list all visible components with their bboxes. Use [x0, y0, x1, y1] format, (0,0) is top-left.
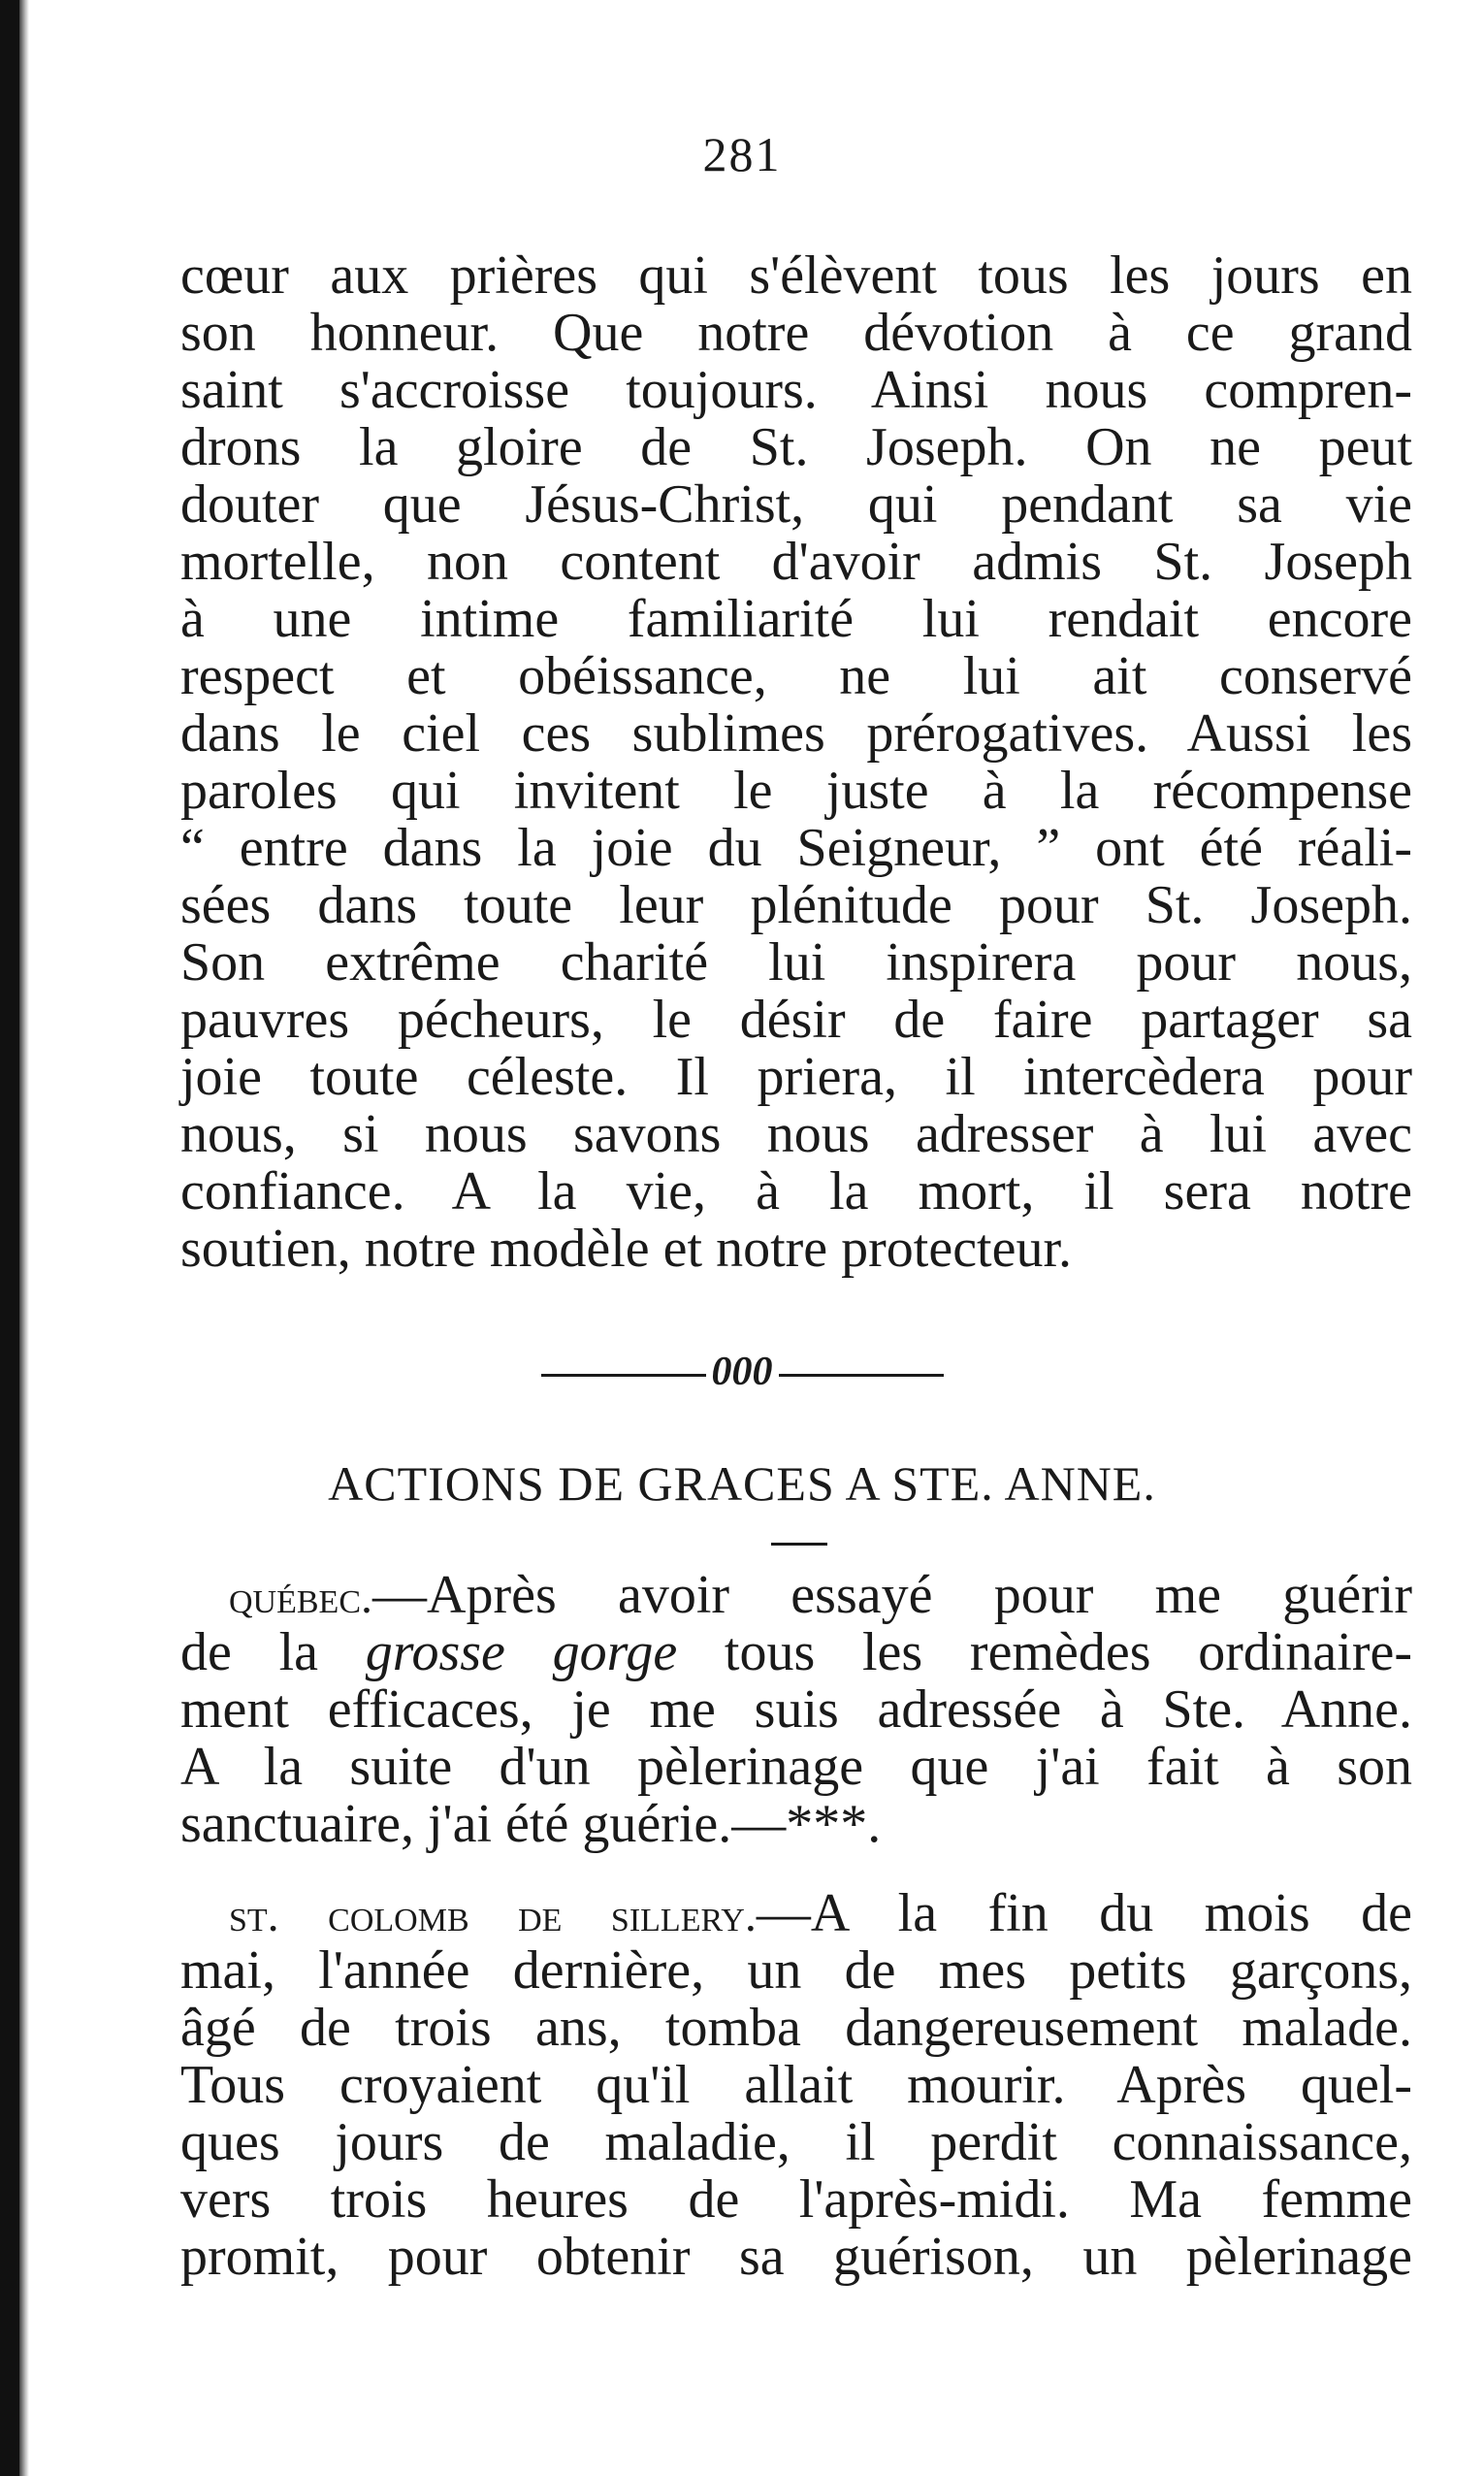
- text-line: “ entre dans la joie du Seigneur, ” ont été réali-: [180, 818, 1412, 878]
- text-line: paroles qui invitent le juste à la récompense: [180, 761, 1412, 821]
- place-name: québec.: [229, 1572, 372, 1623]
- entry-quebec: [180, 1567, 1412, 1853]
- section-separator: [0, 1349, 1484, 1395]
- text-line: joie toute céleste. Il priera, il intercèdera pour: [180, 1047, 1412, 1107]
- text-line: promit, pour obtenir sa guérison, un pèlerinage: [180, 2227, 1412, 2287]
- text-line: respect et obéissance, ne lui ait conservé: [180, 646, 1412, 706]
- text-line: à une intime familiarité lui rendait encore: [180, 589, 1412, 649]
- text-line: cœur aux prières qui s'élèvent tous les jours en: [180, 245, 1412, 306]
- text-line: âgé de trois ans, tomba dangereusement malade.: [180, 1998, 1412, 2058]
- heading-underline: [771, 1543, 827, 1546]
- text-line: vers trois heures de l'après-midi. Ma femme: [180, 2169, 1412, 2230]
- text-line: Son extrême charité lui inspirera pour nous,: [180, 932, 1412, 993]
- entry-text: de la: [180, 1622, 366, 1682]
- text-line: [180, 1567, 1412, 1624]
- entry-st-colomb: [180, 1885, 1412, 2286]
- text-line: mortelle, non content d'avoir admis St. Joseph: [180, 532, 1412, 592]
- text-line: [180, 1624, 1412, 1681]
- separator-rule-left: [541, 1374, 706, 1377]
- text-line: Tous croyaient qu'il allait mourir. Après quel-: [180, 2055, 1412, 2115]
- text-line: soutien, notre modèle et notre protecteur.: [180, 1219, 1073, 1279]
- entry-text: —A la fin du mois de: [756, 1883, 1412, 1943]
- paragraph-st-joseph: [180, 247, 1412, 1278]
- place-name: st. colomb de sillery.: [229, 1890, 757, 1941]
- text-line: saint s'accroisse toujours. Ainsi nous compren-: [180, 360, 1412, 420]
- text-line: sanctuaire, j'ai été guérie.—***.: [180, 1794, 882, 1854]
- entry-text: —Après avoir essayé pour me guérir: [372, 1565, 1412, 1625]
- separator-rule-right: [779, 1374, 944, 1377]
- text-line: dans le ciel ces sublimes prérogatives. Aussi les: [180, 703, 1412, 764]
- text-line: A la suite d'un pèlerinage que j'ai fait à son: [180, 1737, 1412, 1797]
- emphasized-text: grosse gorge: [365, 1622, 678, 1682]
- text-line: drons la gloire de St. Joseph. On ne peut: [180, 417, 1412, 477]
- text-line: nous, si nous savons nous adresser à lui avec: [180, 1104, 1412, 1164]
- text-line: pauvres pécheurs, le désir de faire partager sa: [180, 990, 1412, 1050]
- text-line: son honneur. Que notre dévotion à ce grand: [180, 303, 1412, 363]
- section-heading: ACTIONS DE GRACES A STE. ANNE.: [328, 1456, 1156, 1511]
- book-spine-edge: [19, 0, 29, 2476]
- text-line: sées dans toute leur plénitude pour St. Joseph.: [180, 875, 1412, 935]
- text-line: [180, 1885, 1412, 1942]
- entry-text: tous les remèdes ordinaire-: [677, 1622, 1412, 1682]
- text-line: confiance. A la vie, à la mort, il sera notre: [180, 1161, 1412, 1222]
- text-line: ment efficaces, je me suis adressée à Ste. Anne.: [180, 1679, 1412, 1740]
- text-line: ques jours de maladie, il perdit connaissance,: [180, 2112, 1412, 2172]
- text-line: douter que Jésus-Christ, qui pendant sa vie: [180, 474, 1412, 535]
- book-spine-shadow: [0, 0, 19, 2476]
- page-number: 281: [702, 127, 782, 181]
- separator-mark: 000: [711, 1350, 773, 1394]
- text-line: mai, l'année dernière, un de mes petits garçons,: [180, 1940, 1412, 2001]
